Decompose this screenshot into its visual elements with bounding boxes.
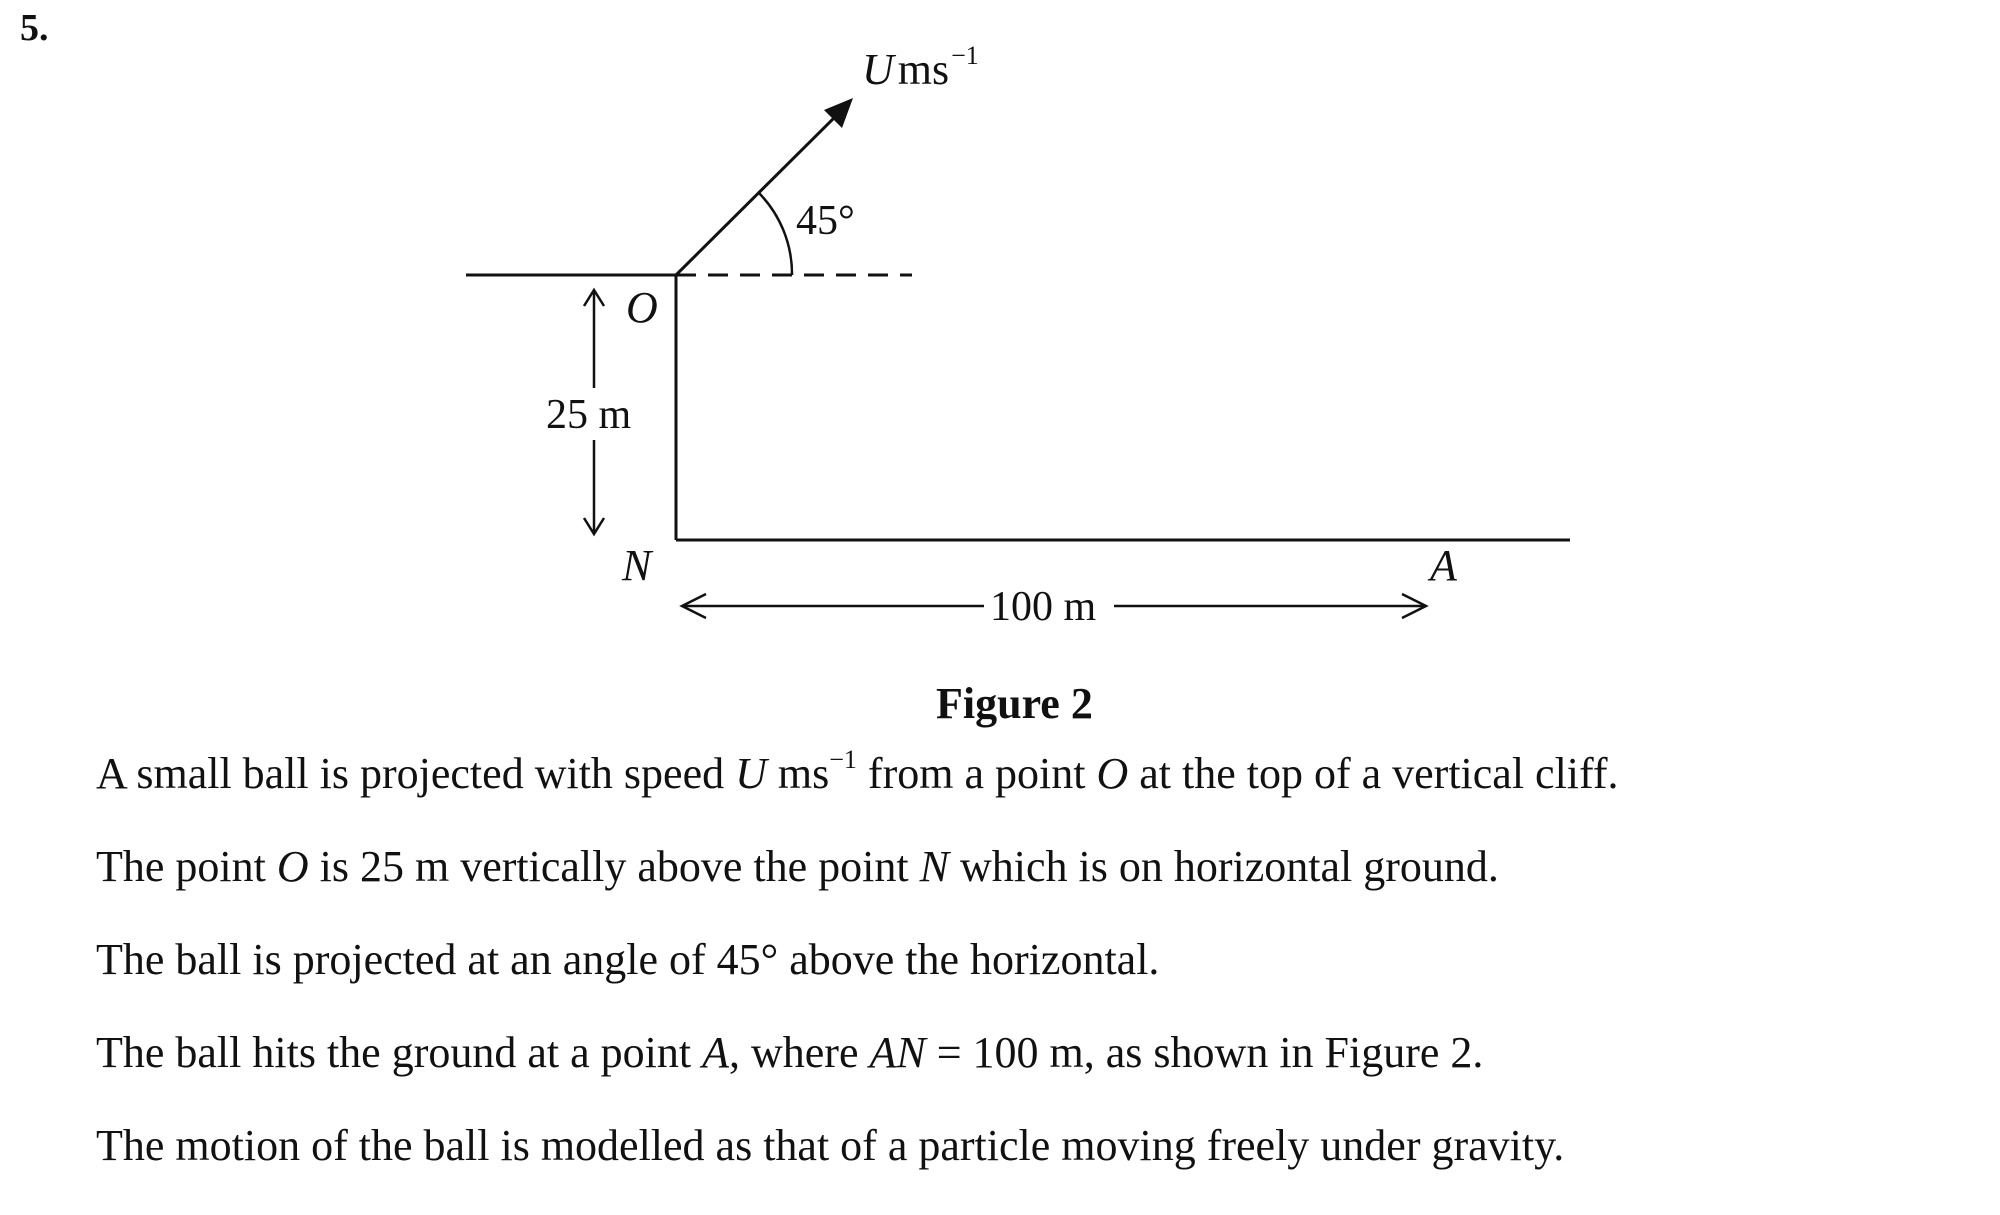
point-A-label: A	[1430, 541, 1457, 590]
velocity-label: Ums$^{-1}$	[862, 41, 979, 94]
question-line-1: A small ball is projected with speed U $ms^{-1}$ from a point O at the top of a vertical cliff.	[96, 745, 1619, 798]
angle-label: 45°	[796, 198, 855, 244]
question-line-5: The motion of the ball is modelled as that of a particle moving freely under gravity.	[96, 1121, 1565, 1170]
question-line-2: The point O is 25 m vertically above the point N which is on horizontal ground.	[96, 842, 1499, 891]
question-line-4: The ball hits the ground at a point A, where AN = 100 m, as shown in Figure 2.	[96, 1028, 1484, 1077]
point-N-label: N	[622, 541, 652, 590]
point-O-label: O	[626, 283, 658, 332]
question-line-3: The ball is projected at an angle of 45° above the horizontal.	[96, 935, 1160, 984]
figure-caption: Figure 2	[936, 679, 1093, 728]
height-label: 25 m	[546, 392, 632, 438]
angle-arc	[758, 192, 792, 275]
question-number: 5.	[20, 7, 49, 49]
question-text	[96, 745, 1956, 1215]
distance-label: 100 m	[990, 584, 1097, 630]
